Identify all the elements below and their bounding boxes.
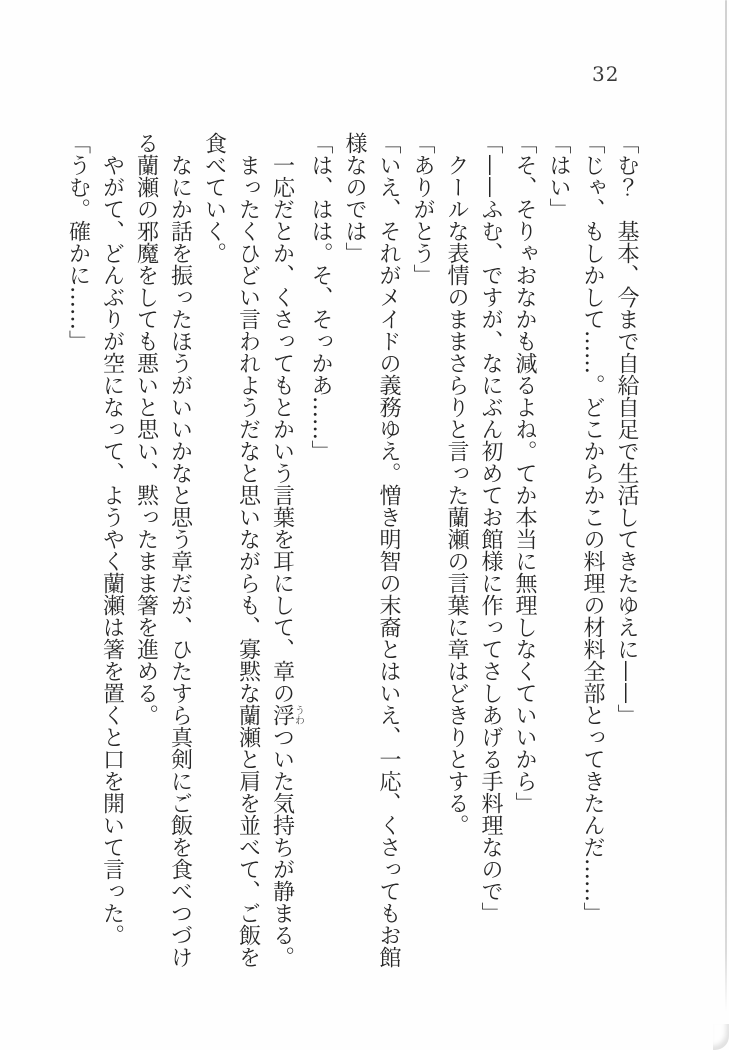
ruby-annotated-char [269, 704, 304, 726]
text-run: 「じゃ、もしかして……。どこからかこの料理の材料全部とってきたんだ……」 [580, 132, 605, 924]
text-line [337, 132, 371, 972]
text-line [129, 132, 163, 972]
text-line [507, 132, 541, 972]
text-line [265, 132, 304, 972]
text-run: 一応だとか、くさってもとかいう言葉を耳にして、章の [269, 154, 295, 704]
text-line [95, 132, 129, 972]
text-run: 「は、はは。そ、そっかあ……」 [308, 132, 333, 462]
ruby-base: 浮 [269, 704, 295, 726]
text-run: 「うむ。確かに……」 [65, 132, 91, 352]
text-run: クールな表情のままさらりと言った蘭瀬の言葉に章はどきりとする。 [444, 154, 469, 836]
text-line [197, 132, 231, 972]
text-line [575, 132, 609, 972]
text-run: ついた気持ちが静まる。 [269, 726, 295, 968]
text-run: 「そ、そりゃおなかも減るよね。てか本当に無理しなくていいから」 [512, 132, 537, 814]
page-edge-line [725, 0, 727, 1012]
text-run: やがて、どんぶりが空になって、ようやく蘭瀬は箸を置くと口を開いて言った。 [99, 154, 125, 946]
text-line [163, 132, 197, 972]
text-run: 「む？ 基本、今まで自給自足で生活してきたゆえに——」 [614, 132, 639, 726]
text-run: 様なのでは」 [342, 132, 367, 264]
text-line [541, 132, 575, 972]
text-run: まったくひどい言われようだなと思いながらも、寡黙な蘭瀬と肩を並べて、ご飯を [235, 154, 261, 968]
text-line [303, 132, 337, 972]
text-line [61, 132, 95, 972]
text-line [609, 132, 643, 972]
text-line [371, 132, 405, 972]
text-run: る蘭瀬の邪魔をしても悪いと思い、黙ったまま箸を進める。 [133, 132, 159, 726]
text-run: 「——ふむ、ですが、なにぶん初めてお館様に作ってさしあげる手料理なので」 [478, 132, 503, 924]
text-line [473, 132, 507, 972]
text-run: 「はい」 [546, 132, 571, 220]
text-line [405, 132, 439, 972]
text-run: 「ありがとう」 [410, 132, 435, 286]
page-number: 32 [592, 62, 620, 86]
text-run: なにか話を振ったほうがいいかなと思う章だが、ひたすら真剣にご飯を食べつづけ [167, 154, 193, 968]
text-run: 「いえ、それがメイドの義務ゆえ。憎き明智の末裔とはいえ、一応、くさってもお館 [376, 132, 401, 968]
furigana: うわ [292, 704, 304, 726]
text-block [61, 132, 644, 972]
text-run: 食べていく。 [201, 132, 227, 264]
text-line [231, 132, 265, 972]
text-line [439, 132, 473, 972]
page-corner-shadow [713, 1024, 729, 1050]
